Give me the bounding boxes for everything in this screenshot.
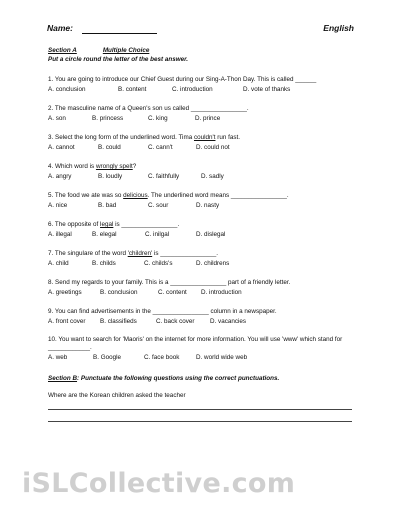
option-c: C. introduction	[172, 86, 213, 93]
option-a: A. web	[48, 354, 68, 361]
question-text: 7. The singulare of the word	[48, 250, 128, 257]
option-c: C. cann't	[148, 144, 173, 151]
option-d: D. nasty	[196, 202, 220, 209]
section-a-type: Multiple Choice	[102, 47, 150, 54]
section-b-label: Section B	[48, 375, 78, 382]
option-a: A. angry	[48, 173, 72, 180]
question-text: 10. You want to search for 'Maoris' on the internet for more information. You will use 'www' which stand for ____________.	[48, 336, 343, 351]
option-d: D. prince	[195, 115, 221, 122]
question-text: 6. The opposite of	[48, 221, 101, 228]
question-1	[48, 76, 358, 84]
question-text: 3. Select the long form of the underlined word. Tima	[48, 134, 194, 141]
option-c: C. inilgal	[145, 231, 170, 238]
question-text: 1. You are going to introduce our Chief Guest during our Sing-A-Thon Day. This is called ______	[48, 76, 317, 83]
question-text-end: is ________________.	[113, 221, 180, 228]
subject-label: English	[323, 23, 354, 33]
option-c: C. content	[158, 289, 187, 296]
section-a-heading	[48, 47, 149, 54]
underlined-word: 'children'	[127, 250, 153, 257]
option-b: B. conclusion	[100, 289, 138, 296]
option-b: B. could	[98, 144, 121, 151]
option-c: C. king	[148, 115, 168, 122]
answer-line	[48, 421, 352, 422]
question-text: 5. The food we ate was so	[48, 192, 124, 199]
option-b: B. classifieds	[100, 318, 137, 325]
option-b: B. elegal	[92, 231, 117, 238]
option-c: C. sour	[148, 202, 169, 209]
option-b: B. princess	[92, 115, 124, 122]
option-b: B. Google	[93, 354, 122, 361]
option-d: D. vacancies	[210, 318, 247, 325]
option-a: A. front cover	[48, 318, 86, 325]
option-b: B. bad	[98, 202, 117, 209]
question-text-end: is ________________.	[152, 250, 219, 257]
underlined-word: delicious	[123, 192, 148, 199]
option-c: C. back cover	[156, 318, 195, 325]
question-text: 4. Which word is	[48, 163, 96, 170]
question-8	[48, 279, 358, 287]
question-9	[48, 308, 358, 316]
underlined-word: wrongly spelt	[95, 163, 133, 170]
question-text: 9. You can find advertisements in the ________________ column in a newspaper.	[48, 308, 277, 315]
question-7	[48, 250, 358, 258]
option-d: D. introduction	[201, 289, 242, 296]
option-c: C. faithfully	[148, 173, 180, 180]
section-b-question: Where are the Korean children asked the teacher	[48, 392, 186, 399]
question-text-end: run fast.	[215, 134, 240, 141]
option-a: A. greetings	[48, 289, 82, 296]
question-10	[48, 336, 358, 352]
question-text: 8. Send my regards to your family. This is a ________________ part of a friendly letter.	[48, 279, 291, 286]
option-d: D. vote of thanks	[243, 86, 291, 93]
name-label: Name:	[47, 23, 73, 33]
option-b: B. loudly	[98, 173, 123, 180]
option-d: D. dislegal	[196, 231, 226, 238]
question-text: 2. The masculine name of a Queen's son us called ________________.	[48, 105, 249, 112]
question-2	[48, 105, 358, 113]
option-b: B. content	[118, 86, 147, 93]
question-5	[48, 192, 358, 200]
option-c: C. childs's	[144, 260, 173, 267]
question-3	[48, 134, 358, 142]
question-text-end: . The underlined word means ________________.	[147, 192, 289, 199]
option-c: C. face book	[144, 354, 180, 361]
option-a: A. nice	[48, 202, 68, 209]
answer-line	[48, 409, 352, 410]
section-b-heading	[48, 375, 279, 382]
option-d: D. world wide web	[196, 354, 248, 361]
question-text-end: ?	[132, 163, 137, 170]
underlined-word: legal	[100, 221, 114, 228]
question-4	[48, 163, 358, 171]
question-6	[48, 221, 358, 229]
option-b: B. childs	[92, 260, 116, 267]
section-b-instruction: : Punctuate the following questions using the correct punctuations.	[77, 375, 280, 382]
option-a: A. son	[48, 115, 66, 122]
watermark: iSLCollective.com	[22, 468, 296, 499]
worksheet-header	[47, 23, 354, 37]
underlined-word: couldn't	[193, 134, 216, 141]
option-a: A. conclusion	[48, 86, 86, 93]
option-a: A. illegal	[48, 231, 72, 238]
section-a-instruction: Put a circle round the letter of the best answer.	[48, 56, 188, 63]
option-a: A. cannot	[48, 144, 75, 151]
option-a: A. child	[48, 260, 69, 267]
option-d: D. sadly	[201, 173, 224, 180]
option-d: D. childrens	[196, 260, 230, 267]
option-d: D. could not	[196, 144, 230, 151]
section-a-label: Section A	[48, 47, 77, 54]
name-blank-line	[82, 33, 157, 34]
